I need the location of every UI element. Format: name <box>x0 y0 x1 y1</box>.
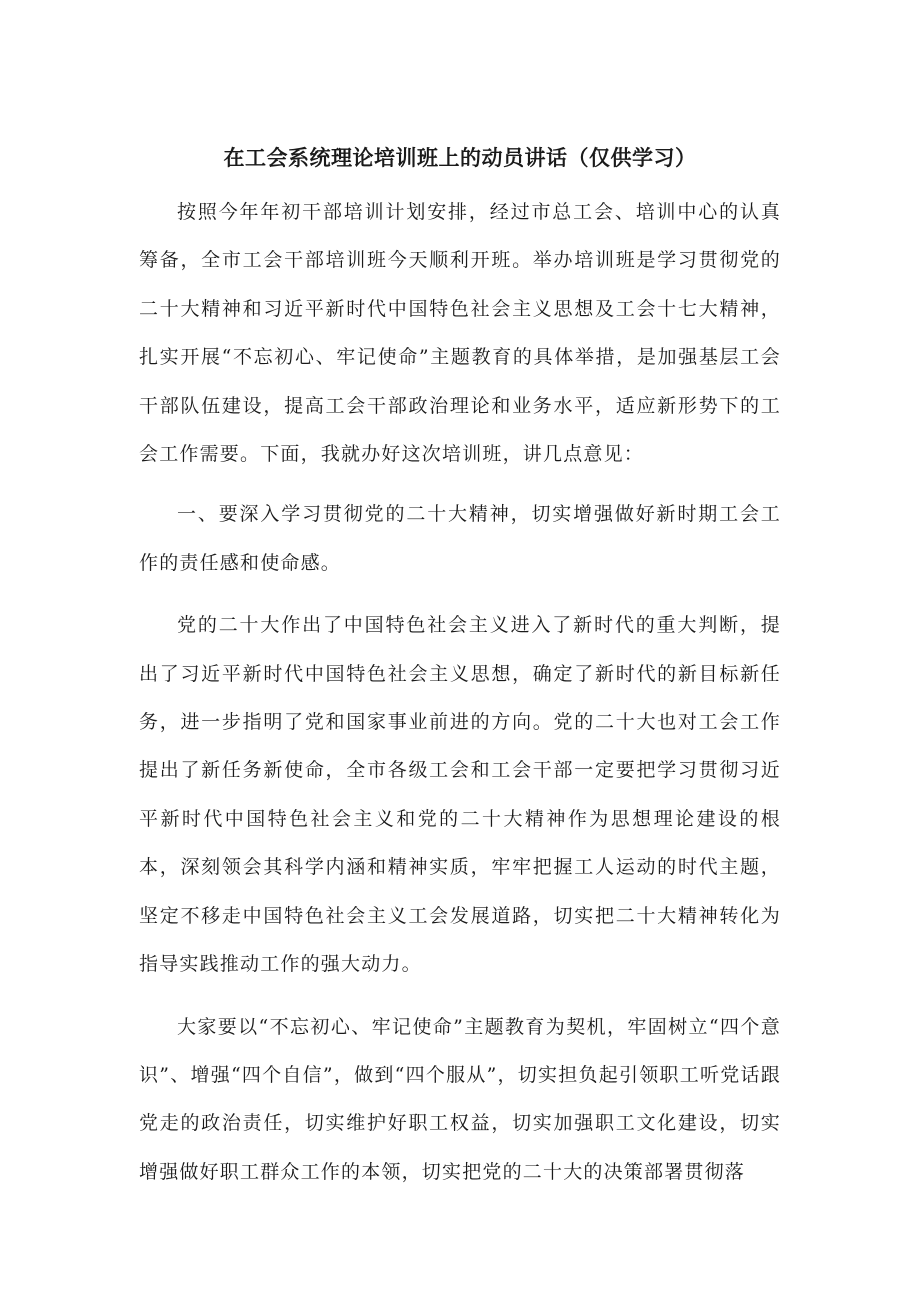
paragraph-body-1: 党的二十大作出了中国特色社会主义进入了新时代的重大判断，提出了习近平新时代中国特色社会主义思想，确定了新时代的新目标新任务，进一步指明了党和国家事业前进的方向。党的二十大也对工会工作提出了新任务新使命，全市各级工会和工会干部一定要把学习贯彻习近平新时代中国特色社会主义和党的二十大精神作为思想理论建设的根本，深刻领会其科学内涵和精神实质，牢牢把握工人运动的时代主题，坚定不移走中国特色社会主义工会发展道路，切实把二十大精神转化为指导实践推动工作的强大动力。 <box>139 614 781 976</box>
paragraph-body-2: 大家要以“不忘初心、牢记使命”主题教育为契机，牢固树立“四个意识”、增强“四个自信”，做到“四个服从”，切实担负起引领职工听党话跟党走的政治责任，切实维护好职工权益，切实加强职工文化建设，切实增强做好职工群众工作的本领，切实把党的二十大的决策部署贯彻落 <box>139 1015 781 1183</box>
document-title: 在工会系统理论培训班上的动员讲话（仅供学习） <box>223 146 697 170</box>
paragraph-intro: 按照今年年初干部培训计划安排，经过市总工会、培训中心的认真筹备，全市工会干部培训班今天顺利开班。举办培训班是学习贯彻党的二十大精神和习近平新时代中国特色社会主义思想及工会十七大精神，扎实开展“不忘初心、牢记使命”主题教育的具体举措，是加强基层工会干部队伍建设，提高工会干部政治理论和业务水平，适应新形势下的工会工作需要。下面，我就办好这次培训班，讲几点意见： <box>139 201 781 466</box>
document-body <box>139 140 781 1196</box>
paragraph-section-heading-1: 一、要深入学习贯彻党的二十大精神，切实增强做好新时期工会工作的责任感和使命感。 <box>139 503 781 574</box>
